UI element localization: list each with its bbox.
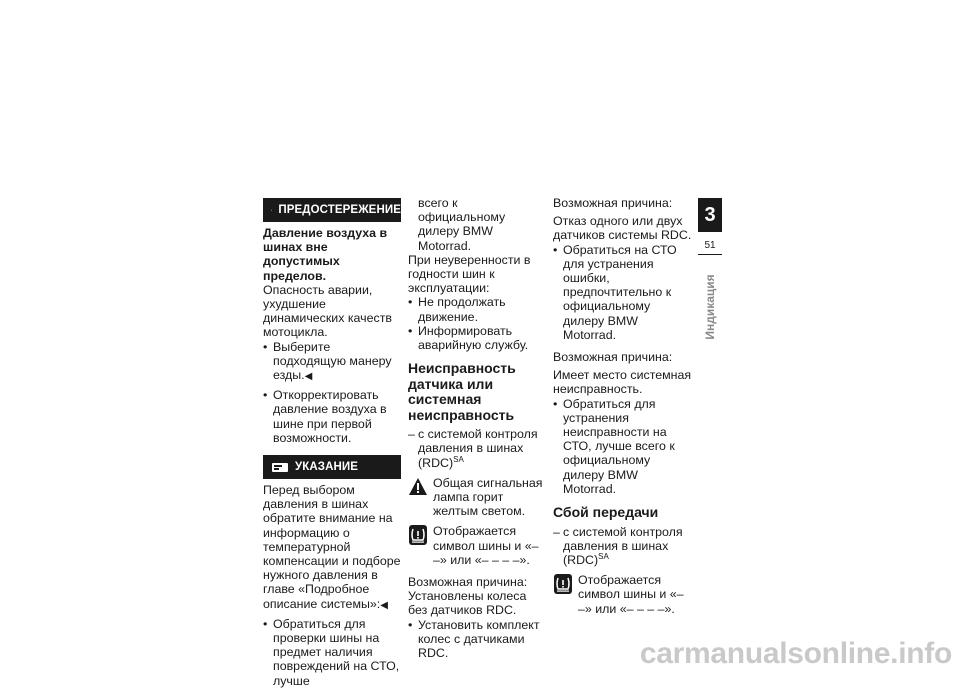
tire-pressure-icon: [408, 524, 428, 546]
warning-triangle-icon: [408, 476, 428, 498]
watermark: carmanualsonline.info: [640, 637, 952, 671]
note-banner: [263, 455, 401, 479]
cause-2-label: Возможная причина:: [553, 350, 693, 364]
section-heading-sensor-fault: Неисправность датчика или системная неисправность: [408, 361, 545, 423]
cause-2-text: Имеет место системная неисправность.: [553, 368, 693, 396]
tab-rule: [698, 254, 722, 255]
tire-symbol-text: Отображается символ шины и «– –» или «– – – –».: [433, 524, 545, 567]
equipment-note: – с системой контроля давления в шинах (RDC)$^{SA}$: [408, 427, 545, 470]
warning-triangle-icon: [271, 202, 272, 218]
warning-lead: Давление воздуха в шинах вне допустимых пределов.: [263, 226, 401, 283]
chapter-number: 3: [698, 198, 722, 232]
page-number: 51: [698, 240, 722, 251]
end-of-topic-icon: ◀: [305, 371, 313, 382]
chapter-side-label: [700, 272, 720, 342]
note-bullet: • Обратиться для проверки шины на предмет наличия повреждений на СТО, лучше: [263, 617, 401, 688]
continued-text: всего к официальному дилеру BMW Motorrad.: [408, 196, 545, 253]
end-of-topic-icon: ◀: [380, 600, 388, 611]
warning-bullet-1: • Выберите подходящую манеру езды.◀: [263, 340, 401, 385]
tire-pressure-icon: [553, 573, 573, 595]
warning-banner: [263, 198, 401, 222]
tire-symbol-row: [408, 524, 545, 567]
cause-label: Возможная причина:: [408, 575, 545, 589]
tire-symbol-text: Отображается символ шины и «– –» или «– – – –».: [578, 573, 693, 616]
unsafe-intro: При неуверенности в годности шин к эксплуатации:: [408, 253, 545, 296]
general-warning-lamp-text: Общая сигнальная лампа горит желтым светом.: [433, 476, 545, 519]
chapter-tab: [698, 198, 722, 255]
unsafe-bullet-2: • Информировать аварийную службу.: [408, 324, 545, 352]
column-3: [553, 196, 693, 616]
unsafe-bullet-1: • Не продолжать движение.: [408, 295, 545, 323]
equipment-note: – с системой контроля давления в шинах (RDC)$^{SA}$: [553, 525, 693, 568]
pointing-hand-icon: [271, 459, 289, 475]
warning-title: ПРЕДОСТЕРЕЖЕНИЕ: [278, 203, 401, 217]
cause-1-bullet: • Обратиться на СТО для устранения ошибки, предпочтительно к официальному дилеру BMW Motorrad.: [553, 243, 693, 342]
section-heading-transmission-fault: Сбой передачи: [553, 505, 693, 521]
tire-symbol-row: [553, 573, 693, 616]
note-title: УКАЗАНИЕ: [295, 460, 358, 474]
cause-1-text: Отказ одного или двух датчиков системы RDC.: [553, 214, 693, 242]
cause-1-label: Возможная причина:: [553, 196, 693, 210]
note-body: Перед выбором давления в шинах обратите внимание на информацию о температурной компенсации и подборе нужного давления в главе «Подробное описание системы»:◀: [263, 483, 401, 613]
warning-bullet-2: • Откорректировать давление воздуха в шине при первой возможности.: [263, 388, 401, 445]
column-2: [408, 196, 545, 660]
column-1: [263, 196, 401, 688]
warning-body: Опасность аварии, ухудшение динамических качеств мотоцикла.: [263, 283, 401, 340]
cause-2-bullet: • Обратиться для устранения неисправности на СТО, лучше всего к официальному дилеру BMW Motorrad.: [553, 397, 693, 496]
cause-bullet: • Установить комплект колес с датчиками RDC.: [408, 618, 545, 661]
general-warning-lamp-row: [408, 476, 545, 519]
chapter-name: Индикация: [703, 274, 717, 339]
cause-text: Установлены колеса без датчиков RDC.: [408, 589, 545, 617]
